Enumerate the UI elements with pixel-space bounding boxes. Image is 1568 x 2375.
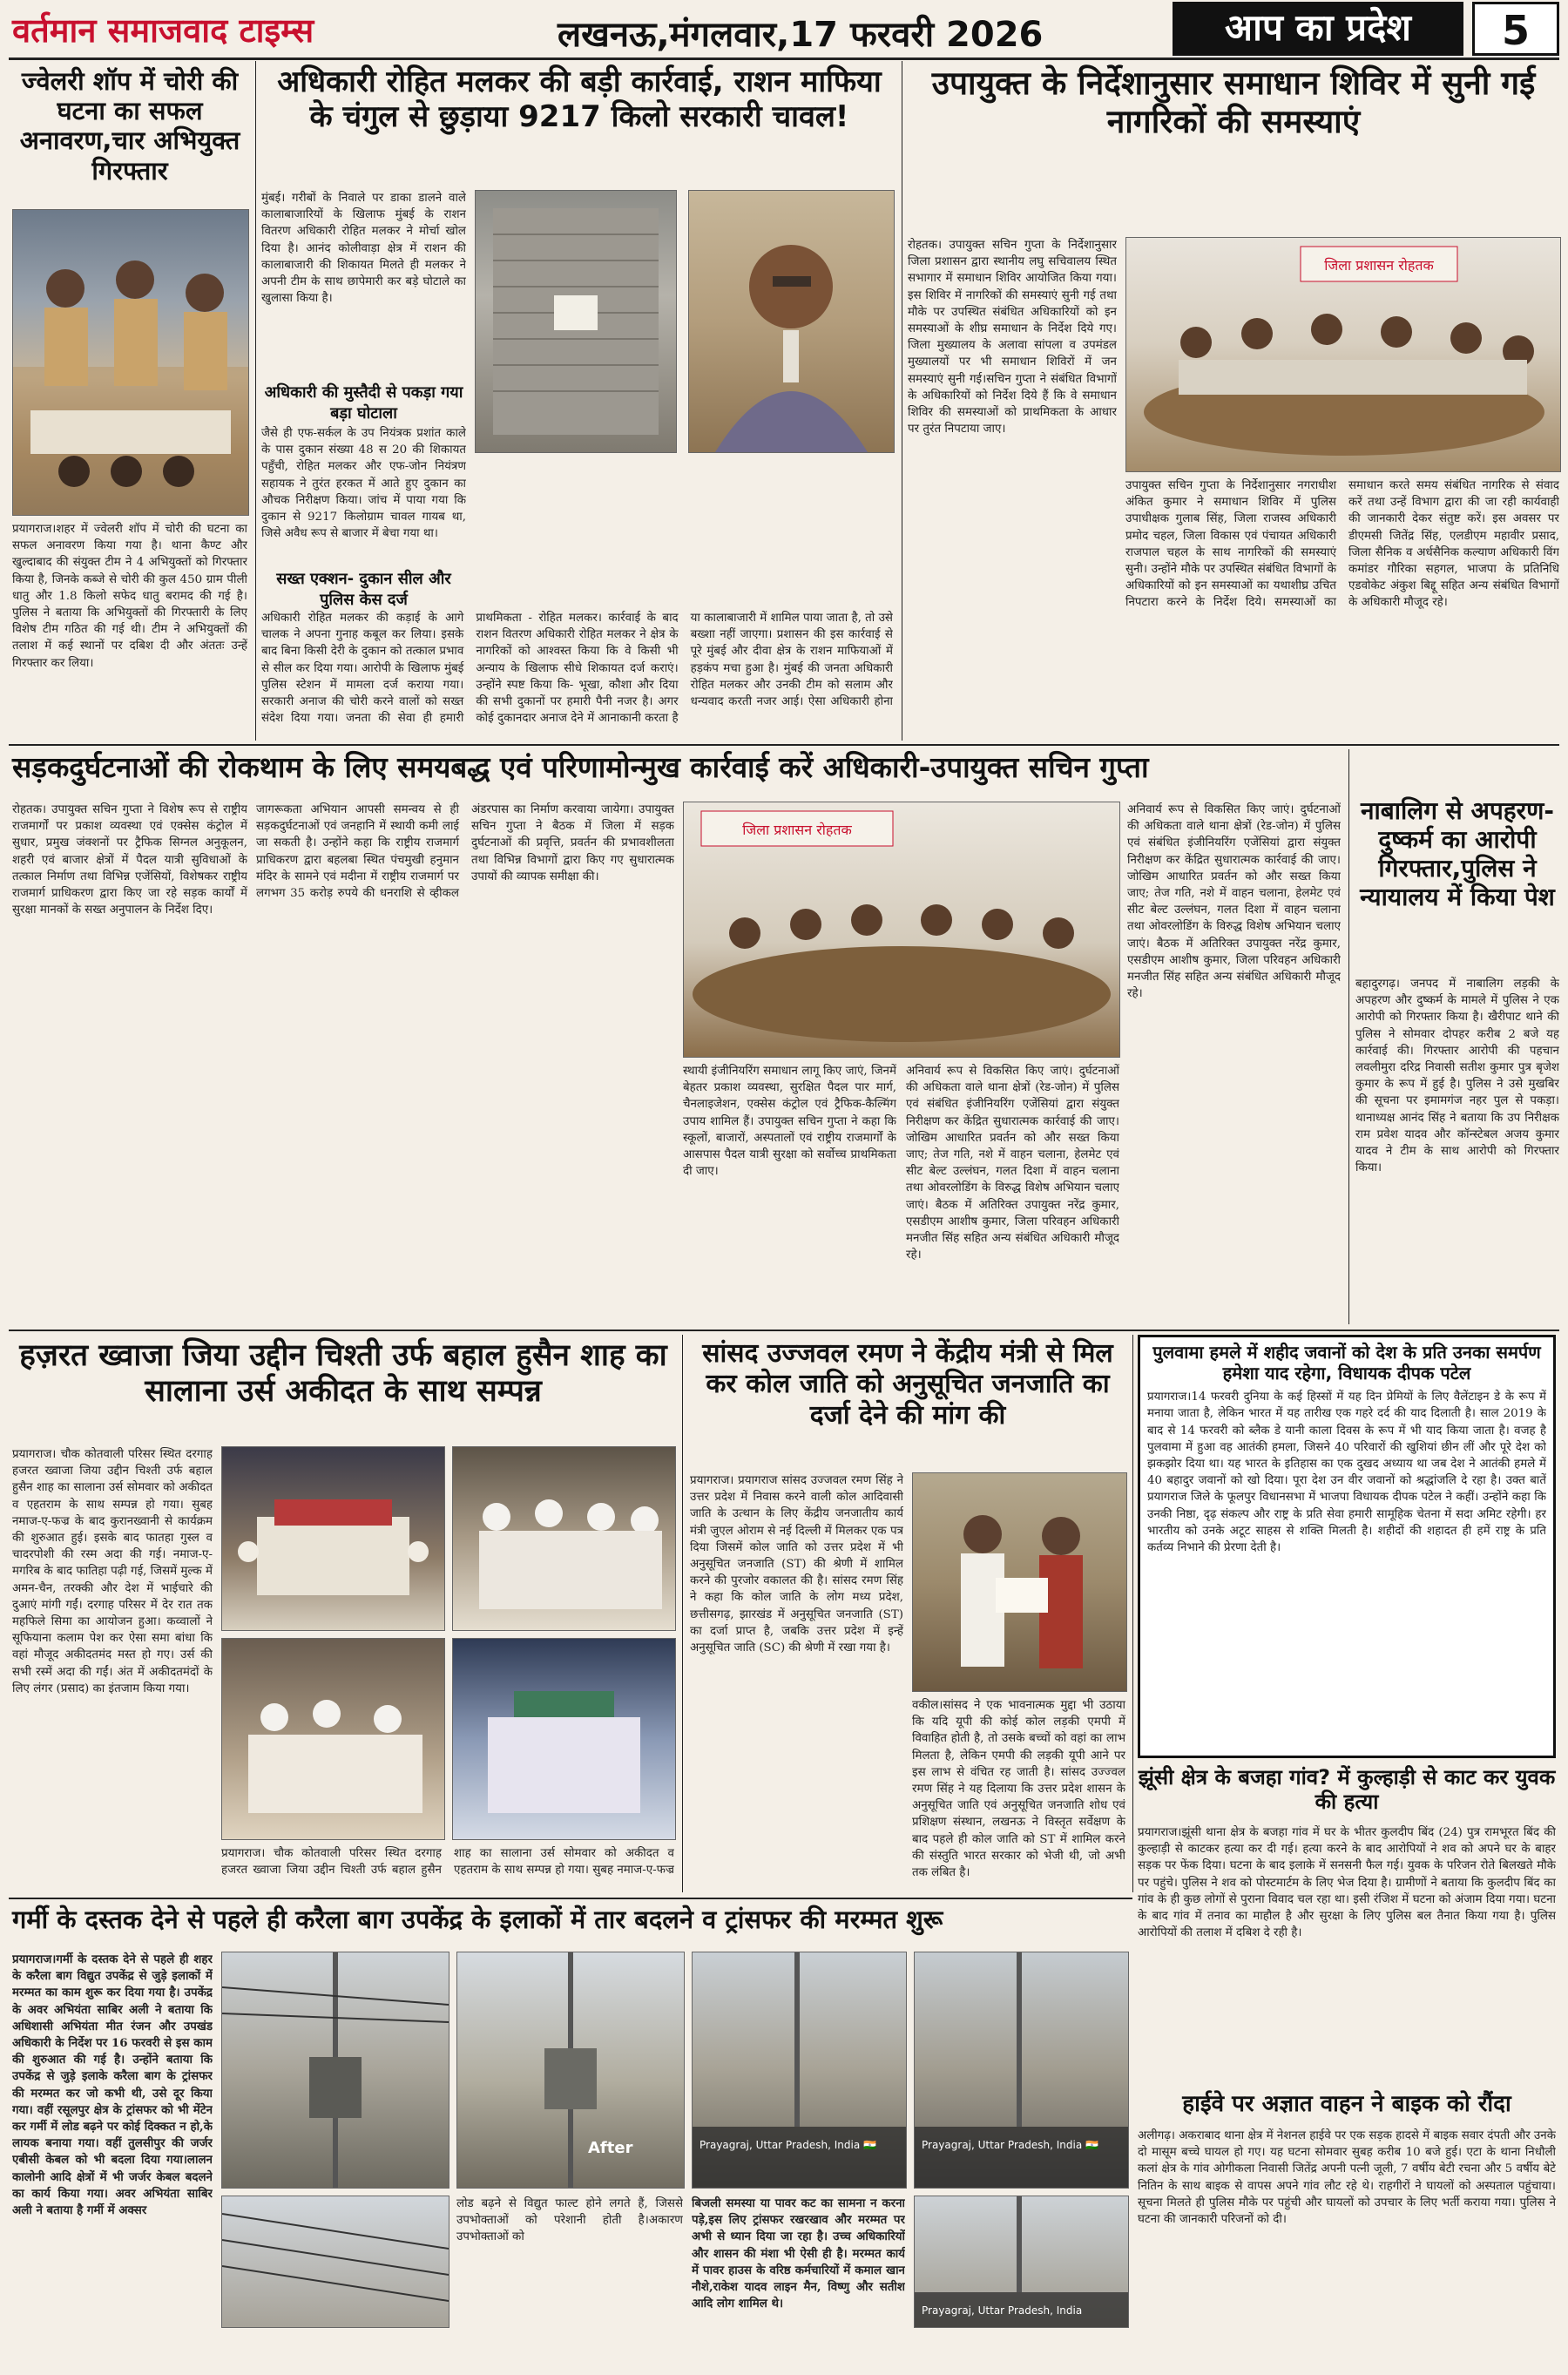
dateline: लखनऊ,मंगलवार,17 फरवरी 2026 [558, 15, 1044, 55]
geo-caption-3: Prayagraj, Uttar Pradesh, India [922, 2304, 1083, 2317]
power-photo-after [456, 1952, 685, 2189]
power-photo-geo-2 [914, 1952, 1129, 2189]
murder-headline: झूंसी क्षेत्र के बजहा गांव? में कुल्हाड़ी से काट कर युवक की हत्या [1138, 1765, 1556, 1815]
officer-illustration [689, 191, 894, 452]
section-rule [9, 1898, 1132, 1899]
pulwama-headline: पुलवामा हमले में शहीद जवानों को देश के प्रति उनका समर्पण हमेशा याद रहेगा, विधायक दीपक पटेल [1152, 1342, 1541, 1384]
newspaper-brand: वर्तमान समाजवाद टाइम्स [12, 11, 314, 50]
urs-photo-1 [221, 1446, 445, 1631]
road-body-1: रोहतक। उपायुक्त सचिन गुप्ता ने विशेष रूप से राष्ट्रीय राजमार्गों पर प्रकाश व्यवस्था एवं एक्सेस कंट्रोल में सुधार, प्रमुख जंक्शनों पर ट्रैफिक सिग्नल अनुकूलन, शहरी एवं बाजार क्षेत्रों में पैदल यात्री सुविधाओं के तत्काल निर्माण तथा विभिन्न एजेंसियों, विशेषकर राष्ट्रीय राजमार्ग प्राधिकरण द्वारा किए जा रहे सड़क कार्यों में सुरक्षा मानकों के सख्त अनुपालन के निर्देश दिए। [12, 803, 247, 917]
samadhan-meeting-photo [1125, 237, 1561, 472]
shutter-illustration [476, 191, 676, 452]
road-body-5: अनिवार्य रूप से विकसित किए जाएं। दुर्घटनाओं की अधिकता वाले थाना क्षेत्रों (रेड-जोन) में पुलिस एवं संबंधित इंजीनियरिंग एजेंसियां द्वारा संयुक्त निरीक्षण कर केंद्रित सुधारात्मक कार्रवाई की जाए। जोखिम आधारित प्रवर्तन को और सख्त किया जाए; तेज गति, नशे में वाहन चलाना, हेलमेट एवं सीट बेल्ट उल्लंघन, गलत दिशा में वाहन चलाना तथा ओवरलोडिंग के विरुद्ध विशेष अभियान चलाए जाएं। बैठक में अतिरिक्त उपायुक्त नरेंद्र कुमार, एसडीएम आशीष कुमार, जिला परिवहन अधिकारी मनजीत सिंह सहित अन्य संबंधित अधिकारी मौजूद रहे। [1127, 803, 1341, 1001]
ration-body-3: अधिकारी रोहित मलकर की कड़ाई के आगे चालक ने अपना गुनाह कबूल कर लिया। इसके बाद बिना किसी देरी के दुकान को तत्काल प्रभाव से सील कर दिया गया। आरोपी के खिलाफ मुंबई पुलिस स्टेशन में मामला दर्ज कराया गया। सरकारी अनाज की चोरी करने वालों को सख्त संदेश दिया गया। जनता की सेवा ही हमारी प्राथमिकता - रोहित मलकर। कार्रवाई के बाद राशन वितरण अधिकारी रोहित मलकर ने क्षेत्र के नागरिकों को आश्वस्त किया कि वे किसी भी अन्याय के खिलाफ सीधे शिकायत दर्ज कराएं। उन्होंने स्पष्ट किया कि- भूखा, कौशा और दिया की सभी दुकानों पर हमारी पैनी नजर है। अगर कोई दुकानदार अनाज देने में आनाकानी करता है या कालाबाजारी में शामिल पाया जाता है, तो उसे बख्शा नहीं जाएगा। प्रशासन की इस कार्रवाई से पूरे मुंबई और दीवा क्षेत्र के राशन माफियाओं में हड़कंप मचा हुआ है। मुंबई की जनता अधिकारी रोहित मलकर और उनकी टीम को सलाम और धन्यवाद करती नजर आई। ऐसा अधिकारी होना [261, 612, 893, 726]
road-photo-sign: जिला प्रशासन रोहतक [742, 822, 852, 838]
samadhan-photo-sign: जिला प्रशासन रोहतक [1324, 257, 1434, 274]
urs-body-tail: प्रयागराज। चौक कोतवाली परिसर स्थित दरगाह हजरत ख्वाजा जिया उद्दीन चिश्ती उर्फ बहाल हुसैन शाह का सालाना उर्स सोमवार को अकीदत व एहतराम के साथ सम्पन्न हो गया। सुबह नमाज-ए-फज्र [221, 1847, 674, 1878]
meeting-illustration [1126, 238, 1560, 471]
police-press-photo [12, 209, 249, 516]
col-divider [1348, 749, 1349, 1324]
highway-body: अलीगढ़। अकराबाद थाना क्षेत्र में नेशनल हाईवे पर एक सड़क हादसे में बाइक सवार दंपती और उनके दो मासूम बच्चे घायल हो गए। यह घटना सोमवार सुबह करीब 10 बजे हुई। एटा के थाना निधौली कलां क्षेत्र के गांव ओगीकला निवासी जितेंद्र अपनी पत्नी जूली, 7 वर्षीय बेटी रचना और 5 वर्षीय बेटे नितिन के साथ बाइक से वापस अपने गांव लौट रहे थे। राहगीरों ने घायलों को अस्पताल पहुंचाया। सूचना मिलते ही पुलिस मौके पर पहुंची और घायलों को उपचार के लिए भर्ती कराया गया। पुलिस ने घटना की जानकारी परिजनों को दी। [1138, 2129, 1556, 2227]
power-body-3: बिजली समस्या या पावर कट का सामना न करना पड़े,इस लिए ट्रांसफर रखरखाव और मरम्मत पर अभी से ध्यान दिया जा रहा है। उच्च अधिकारियों और शासन की मंशा भी ऐसी ही है। मरम्मत कार्य में पावर हाउस के वरिष्ठ कर्मचारियों में कमाल खान नौशे,राकेश यादव लाइन मैन, विष्णु और सतीश आदि लोग शामिल थे। [692, 2196, 905, 2311]
ration-subhead-1: अधिकारी की मुस्तैदी से पकड़ा गया बड़ा घोटाला [264, 383, 463, 423]
section-rule [9, 744, 1559, 746]
minor-headline: नाबालिग से अपहरण-दुष्कर्म का आरोपी गिरफ्तार,पुलिस ने न्यायालय में किया पेश [1360, 796, 1555, 912]
page-number: 5 [1472, 2, 1559, 56]
section-rule [9, 1330, 1559, 1331]
col-divider [255, 61, 256, 741]
gathering-illustration [222, 1639, 444, 1839]
power-body-2: लोड बढ़ने से विद्युत फाल्ट होने लगते हैं, जिससे उपभोक्ताओं को परेशानी होती है।अकारण उपभोक्ताओं को [456, 2197, 683, 2244]
kol-meeting-photo [912, 1472, 1127, 1692]
geo-caption-2: Prayagraj, Uttar Pradesh, India 🇮🇳 [922, 2139, 1098, 2151]
samadhan-body-2: उपायुक्त सचिन गुप्ता के निर्देशानुसार नगराधीश अंकित कुमार ने समाधान शिविर में पुलिस उपाधीक्षक गुलाब सिंह, जिला राजस्व अधिकारी प्रमोद चहल, जिला विकास एवं पंचायत अधिकारी राजपाल चहल के साथ नागरिकों की समस्याएं सुनी। उन्होंने मौके पर उपस्थित संबंधित विभागों के अधिकारियों को इन समस्याओं का यथाशीघ्र उचित निपटारा करने के निर्देश दिये। समस्याओं का समाधान करते समय संबंधित नागरिक से संवाद करें तथा उन्हें विभाग द्वारा की जा रही कार्यवाही की जानकारी देकर संतुष्ट करें। इस अवसर पर डीएमसी जितेंद्र सिंह, एलडीएम महावीर प्रसाद, जिला सैनिक व अर्धसैनिक कल्याण अधिकारी विंग कमांडर गौरिका सहगल, भाजपा के प्रतिनिधि एडवोकेट अंकुश बिद्दू सहित अन्य संबंधित विभागों के अधिकारी मौजूद रहे। [1125, 479, 1559, 610]
ration-headline: अधिकारी रोहित मलकर की बड़ी कार्रवाई, राशन माफिया के चंगुल से छुड़ाया 9217 किलो सरकारी चावल! [277, 64, 882, 135]
minister-meeting-illustration [913, 1473, 1126, 1691]
repaired-transformer-illustration [457, 1952, 684, 2188]
geo-caption-1: Prayagraj, Uttar Pradesh, India 🇮🇳 [700, 2139, 876, 2151]
road-body-2: जागरूकता अभियान आपसी समन्वय से ही सड़कदुर्घटनाओं एवं जनहानि में स्थायी कमी लाई जा सकती है। उन्होंने कहा कि राष्ट्रीय राजमार्ग प्राधिकरण द्वारा बहलबा स्थित पंचमुखी हनुमान मंदिर के सामने एवं मदीना में राष्ट्रीय राजमार्ग पर लगभग 35 करोड़ रुपये की धनराशि से व्हीकल अंडरपास का निर्माण करवाया जायेगा। उपायुक्त सचिन गुप्ता ने बैठक में जिला में सड़क दुर्घटनाओं की प्रवृत्ति, प्रवर्तन की प्रभावशीलता तथा विभिन्न विभागों द्वारा किए गए सुधारात्मक उपायों की व्यापक समीक्षा की। [256, 803, 674, 901]
devotees-illustration [453, 1447, 675, 1630]
transformer-pole-illustration [915, 1952, 1128, 2188]
samadhan-headline: उपायुक्त के निर्देशानुसार समाधान शिविर में सुनी गई नागरिकों की समस्याएं [931, 64, 1536, 140]
minor-body: बहादुरगढ़। जनपद में नाबालिग लड़की के अपहरण और दुष्कर्म के मामले में पुलिस ने एक आरोपी को गिरफ्तार किया है। खैरीपाट थाने की पुलिस ने सोमवार दोपहर करीब 2 बजे यह कार्रवाई की। गिरफ्तार आरोपी की पहचान लवलीमुरा दरिद्र निवासी सतीश कुमार पुत्र बृजेश कुमार के रूप में हुई है। पुलिस ने उसे मुखबिर की सूचना पर इमामगंज नहर पुल से पकड़ा। थानाध्यक्ष आनंद सिंह ने बताया कि उप निरीक्षक राम प्रवेश यादव और कॉन्स्टेबल अजय कुमार यादव ने टीम के साथ आरोपी को गिरफ्तार किया। [1355, 978, 1559, 1175]
road-body-3: स्थायी इंजीनियरिंग समाधान लागू किए जाएं, जिनमें बेहतर प्रकाश व्यवस्था, सुरक्षित पैदल पार मार्ग, चैनलाइजेशन, एक्सेस कंट्रोल एवं ट्रैफिक-कैल्मिंग उपाय शामिल हैं। उपायुक्त सचिन गुप्ता ने कहा कि स्कूलों, बाजारों, अस्पतालों एवं राष्ट्रीय राजमार्गों के आसपास पैदल यात्री सुरक्षा को सर्वोच्च प्राथमिकता दी जाए। [683, 1065, 896, 1179]
section-title: आप का प्रदेश [1173, 2, 1463, 56]
power-photo-wires [221, 2196, 449, 2328]
lineman-illustration [915, 2196, 1128, 2327]
urs-photo-3 [221, 1638, 445, 1840]
kol-body-1: प्रयागराज। प्रयागराज सांसद उज्जवल रमण सिंह ने उत्तर प्रदेश में निवास करने वाली कोल आदिवासी जाति के उत्थान के लिए केंद्रीय जनजातीय कार्य मंत्री जुएल ओराम से नई दिल्ली में मिलकर एक पत्र दिया जिसमें कोल जाति को उत्तर प्रदेश में भी अनुसूचित जनजाति (ST) की श्रेणी में शामिल करने की पुरजोर वकालत की है। सांसद रमण सिंह ने कहा कि कोल जाति के लोग मध्य प्रदेश, छत्तीसगढ़, झारखंड में अनुसूचित जनजाति (ST) का दर्जा प्राप्त है, जबकि उत्तर प्रदेश में इन्हें अनुसूचित जाति (SC) की श्रेणी में रखा गया है। [690, 1474, 903, 1655]
power-photo-geo-3 [914, 2196, 1129, 2328]
officer-portrait-photo [688, 190, 895, 453]
ration-body-2: जैसे ही एफ-सर्कल के उप नियंत्रक प्रशांत काले के पास दुकान संख्या 48 स 20 की शिकायत पहुँची, रोहित मलकर और एफ-जोन नियंत्रण सहायक ने तुरंत हरकत में आते हुए दुकान का औचक निरीक्षण किया। जांच में पाया गया कि दुकान से 9217 किलोग्राम चावल गायब था, जिसे अवैध रूप से बाजार में बेचा गया था। [261, 427, 466, 541]
murder-body: प्रयागराज।झूंसी थाना क्षेत्र के बजहा गांव में घर के भीतर कुलदीप बिंद (24) पुत्र रामभूरत बिंद की कुल्हाड़ी से काटकर हत्या कर दी गई। हत्या करने के बाद आरोपियों ने शव को अपने घर के बाहर सड़क पर फेंक दिया। घटना के बाद इलाके में सनसनी फैल गई। युवक के परिजन रोते बिलखते मौके पर पहुंचे। पुलिस ने शव को पोस्टमार्टम के लिए भेज दिया है। ग्रामीणों ने बताया कि कुलदीप बिंद का गांव के ही कुछ लोगों से पुराना विवाद चल रहा था। इसी रंजिश में घटना को अंजाम दिया गया। घटना के बाद गांव में तनाव का माहौल है और सुरक्षा के लिए पुलिस बल तैनात किया गया है। पुलिस आरोपियों की तलाश में दबिश दे रही है। [1138, 1826, 1556, 1940]
road-meeting-photo [683, 802, 1120, 1058]
after-label: After [588, 2139, 633, 2157]
jewelry-headline: ज्वेलरी शॉप में चोरी की घटना का सफल अनावरण,चार अभियुक्त गिरफ्तार [19, 66, 240, 186]
masthead-rule [9, 58, 1559, 60]
col-divider [682, 1335, 683, 1892]
power-headline: गर्मी के दस्तक देने से पहले ही करैला बाग उपकेंद्र के इलाकों में तार बदलने व ट्रांसफर की मरम्मत शुरू [12, 1905, 943, 1934]
samadhan-body-1: रोहतक। उपायुक्त सचिन गुप्ता के निर्देशानुसार जिला प्रशासन द्वारा स्थानीय लघु सचिवालय स्थित सभागार में समाधान शिविर आयोजित किया गया। इस शिविर में नागरिकों की समस्याएं सुनी गई तथा मौके पर उपस्थित संबंधित अधिकारियों को इन समस्याओं के शीघ्र समाधान के निर्देश दिये गए। जिला मुख्यालय के अलावा सांपला व उपमंडल मुख्यालयों पर भी समाधान शिविरों में जन समस्याएं सुनी गई।सचिन गुप्ता ने संबंधित विभागों के अधिकारियों को निर्देश दिये हैं कि वे समाधान शिविर की समस्याओं को प्राथमिकता के आधार पर तुरंत निपटाया जाए। [908, 239, 1117, 436]
ration-body-1: मुंबई। गरीबों के निवाले पर डाका डालने वाले कालाबाजारियों के खिलाफ मुंबई के राशन वितरण अधिकारी रोहित मलकर ने मोर्चा खोल दिया है। आनंद कोलीवाड़ा क्षेत्र में राशन की कालाबाजारी की शिकायत मिलते ही मलकर ने अपनी टीम के साथ छापेमारी कर बड़े घोटाले का खुलासा किया है। [261, 192, 466, 306]
power-photo-geo-1 [692, 1952, 907, 2189]
ration-shop-photo [475, 190, 677, 453]
kol-headline: सांसद उज्जवल रमण ने केंद्रीय मंत्री से मिल कर कोल जाति को अनुसूचित जनजाति का दर्जा देने की मांग की [702, 1338, 1113, 1431]
urs-body: प्रयागराज। चौक कोतवाली परिसर स्थित दरगाह हजरत ख्वाजा जिया उद्दीन चिश्ती उर्फ बहाल हुसैन शाह का सालाना उर्स सोमवार को अकीदत व एहतराम के साथ सम्पन्न हो गया। सुबह नमाज-ए-फज्र के बाद कुरानख्वानी से कार्यक्रम की शुरुआत हुई। इसके बाद फातहा गुस्ल व चादरपोशी की रस्म अदा की गई। नमाज-ए-मगरिब के बाद फातिहा पढ़ी गई, जिसमें मुल्क में अमन-चैन, तरक्की और देश में भाईचारे की दुआएं मांगी गईं। दरगाह परिसर में देर रात तक महफिले सिमा का आयोजन हुआ। कव्वालों ने सूफियाना कलाम पेश कर ऐसा समा बांधा कि वहां मौजूद अकीदतमंद मस्त हो गए। उर्स की सभी रस्में अदा की गईं। अंत में अकीदतमंदों के लिए लंगर (प्रसाद) का इंतजाम किया गया। [12, 1448, 213, 1695]
urs-photo-4 [452, 1638, 676, 1840]
power-photo-before [221, 1952, 449, 2189]
dargah-illustration [222, 1447, 444, 1630]
power-body-1: प्रयागराज।गर्मी के दस्तक देने से पहले ही शहर के करैला बाग विद्युत उपकेंद्र से जुड़े इलाकों में मरम्मत का काम शुरू कर दिया गया है। उपकेंद्र के अवर अभियंता साबिर अली ने बताया कि अधिशासी अभियंता मीत रंजन और उपखंड अधिकारी के निर्देश पर 16 फरवरी से इस काम की शुरुआत की गई है। उन्होंने बताया कि उपकेंद्र से जुड़े इलाके करैला बाग के ट्रांसफर की मरम्मत कर जो कभी थी, उसे दूर किया गया। वहीं रसूलपुर क्षेत्र के ट्रांसफर को भी मेंटेन कर गर्मी में लोड बढ़ने पर कोई दिक्कत न हो,के लायक बनाया गया। वहीं तुलसीपुर की जर्जर एबीसी केबल को भी बदला दिया गया।लालन कालोनी आदि क्षेत्रों में भी जर्जर केबल बदलने का कार्य किया गया। अवर अभियंता साबिर अली ने बताया है गर्मी में अक्सर [12, 1952, 213, 2218]
ration-subhead-2: सख्त एक्शन- दुकान सील और पुलिस केस दर्ज [276, 570, 451, 609]
wires-illustration [222, 2196, 449, 2327]
linemen-illustration [693, 1952, 906, 2188]
road-headline: सड़कदुर्घटनाओं की रोकथाम के लिए समयबद्ध एवं परिणामोन्मुख कार्रवाई करें अधिकारी-उपायुक्त सचिन गुप्ता [12, 750, 1149, 784]
pulwama-box [1138, 1335, 1556, 1758]
shrine-lights-illustration [453, 1639, 675, 1839]
kol-body-2: वकील।सांसद ने एक भावनात्मक मुद्दा भी उठाया कि यदि यूपी की कोई कोल लड़की एमपी में विवाहित होती है, तो उसके बच्चों को वहां का लाभ मिलता है, लेकिन एमपी की लड़की यूपी आने पर इस लाभ से वंचित रह जाती है। सांसद उज्ज्वल रमण सिंह ने यह दिलाया कि उत्तर प्रदेश शासन के अनुसूचित जाति एवं अनुसूचित जनजाति शोध एवं प्रशिक्षण संस्थान, लखनऊ ने विस्तृत सर्वेक्षण के बाद पहले ही कोल जाति को ST में शामिल करने की संस्तुति भारत सरकार को भेजी थी, जो अभी तक लंबित है। [912, 1699, 1125, 1880]
urs-headline: हज़रत ख्वाजा जिया उद्दीन चिश्ती उर्फ बहाल हुसैन शाह का सालाना उर्स अकीदत के साथ सम्पन्न [19, 1338, 667, 1410]
road-meeting-illustration [684, 802, 1119, 1057]
jewelry-body: प्रयागराज।शहर में ज्वेलरी शॉप में चोरी की घटना का सफल अनावरण किया गया है। थाना कैण्ट और खुल्दाबाद की संयुक्त टीम ने 4 अभियुक्तों को गिरफ्तार किया है, जिनके कब्जे से चोरी की कुल 450 ग्राम पीली धातु और 1.8 किलो सफेद धातु बरामद की गई है।पुलिस ने बताया कि अभियुक्तों की गिरफ्तारी के लिए विशेष टीम गठित की गई थी। टीम ने अभियुक्तों की तलाश में कई स्थानों पर दबिश दी और अंततः उन्हें गिरफ्तार कर लिया। [12, 523, 247, 670]
highway-headline: हाईवे पर अज्ञात वाहन ने बाइक को रौंदा [1182, 2091, 1511, 2117]
road-body-4: अनिवार्य रूप से विकसित किए जाएं। दुर्घटनाओं की अधिकता वाले थाना क्षेत्रों (रेड-जोन) में पुलिस एवं संबंधित इंजीनियरिंग एजेंसियां द्वारा संयुक्त निरीक्षण कर केंद्रित सुधारात्मक कार्रवाई की जाए। जोखिम आधारित प्रवर्तन को और सख्त किया जाए; तेज गति, नशे में वाहन चलाना, हेलमेट एवं सीट बेल्ट उल्लंघन, गलत दिशा में वाहन चलाना तथा ओवरलोडिंग के विरुद्ध विशेष अभियान चलाए जाएं। बैठक में अतिरिक्त उपायुक्त नरेंद्र कुमार, एसडीएम आशीष कुमार, जिला परिवहन अधिकारी मनजीत सिंह सहित अन्य संबंधित अधिकारी मौजूद रहे। [906, 1065, 1119, 1262]
col-divider [1132, 1335, 1133, 1892]
urs-photo-2 [452, 1446, 676, 1631]
police-officers-illustration [13, 210, 248, 515]
pulwama-body: प्रयागराज।14 फरवरी दुनिया के कई हिस्सों में यह दिन प्रेमियों के लिए वैलेंटाइन डे के रूप में मनाया जाता है, लेकिन भारत में यह तारीख एक गहरे दर्द की याद दिलाती है। साल 2019 के बाद से 14 फरवरी को ब्लैक डे यानी काला दिवस के रूप में भी याद किया जाता है। वजह है पुलवामा में हुआ वह आतंकी हमला, जिसने 40 परिवारों की खुशियां छीन लीं और पूरे देश को झकझोर दिया था। यह भारत के इतिहास का एक दुखद अध्याय था जब देश ने आतंकी हमले में 40 बहादुर जवानों को खो दिया। पूरा देश उन वीर जवानों को श्रद्धांजलि दे रहा है। उक्त बातें प्रयागराज जिले के फूलपुर विधानसभा में भाजपा विधायक दीपक पटेल ने कहीं। उन्होंने कहा कि उनकी निष्ठा, दृढ़ संकल्प और राष्ट्र के प्रति सेवा हमारी सामूहिक चेतना में सदा अमिट रहेगी। हर भारतीय को उनके अटूट साहस से शक्ति मिलती है। शहीदों की शहादत ही हमें राष्ट्र के प्रति कर्तव्य निभाने की प्रेरणा देती है। [1147, 1390, 1546, 1555]
transformer-illustration [222, 1952, 449, 2188]
